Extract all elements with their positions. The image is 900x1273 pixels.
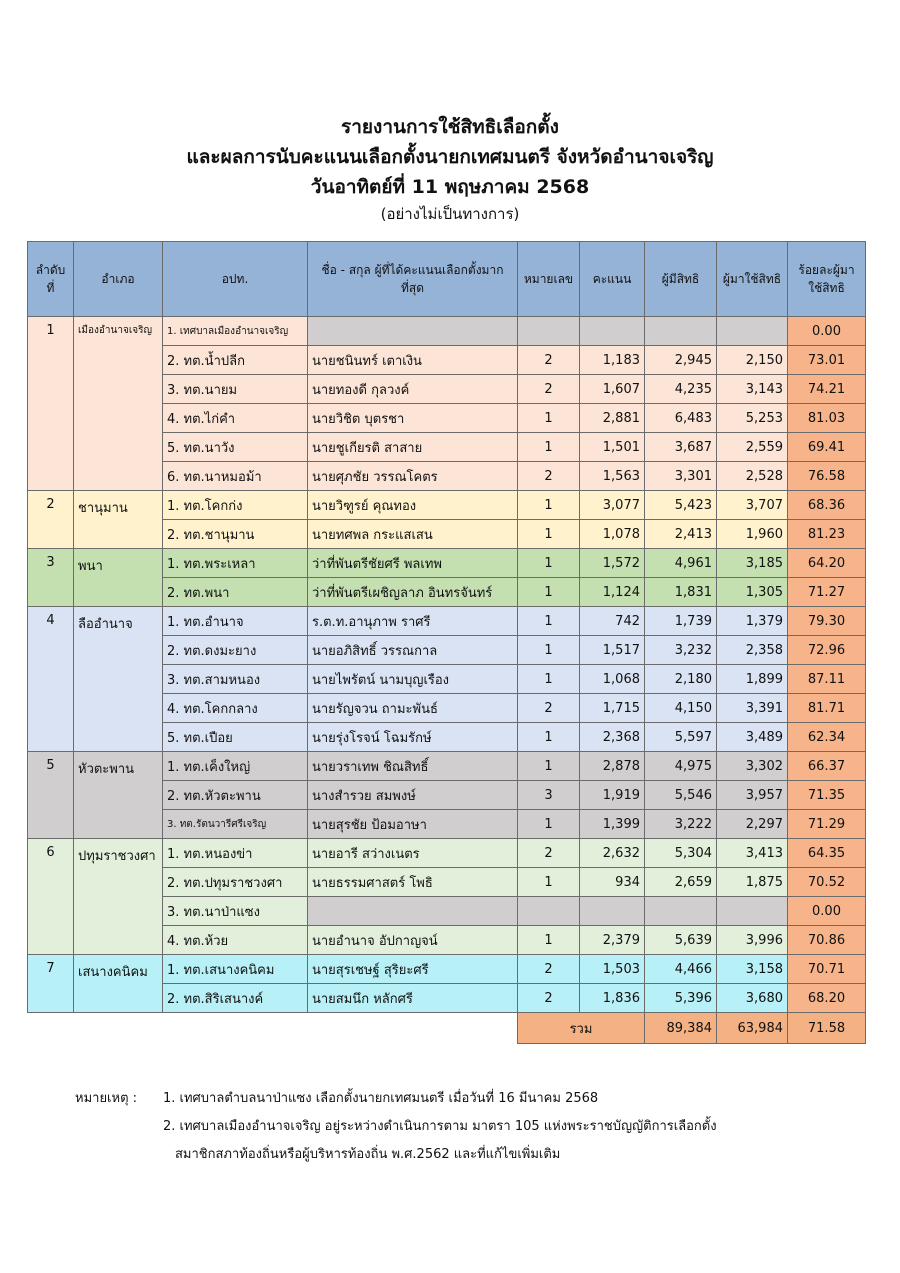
report-status: (อย่างไม่เป็นทางการ) <box>380 205 520 223</box>
cell-name: ว่าที่พันตรีชัยศรี พลเทพ <box>308 549 518 578</box>
cell-number <box>518 317 580 346</box>
cell-name: ว่าที่พันตรีเผชิญลาภ อินทรจันทร์ <box>308 578 518 607</box>
cell-org: 6. ทต.นาหมอม้า <box>163 462 308 491</box>
table-row <box>28 491 866 520</box>
cell-org: 2. ทต.สิริเสนางค์ <box>163 984 308 1013</box>
cell-number: 1 <box>518 636 580 665</box>
cell-votes: 2,632 <box>580 839 645 868</box>
table-row <box>28 607 866 636</box>
cell-voters: 2,297 <box>717 810 788 839</box>
cell-org: 1. เทศบาลเมืองอำนาจเจริญ <box>163 317 308 346</box>
cell-eligible: 5,304 <box>645 839 717 868</box>
cell-percent: 0.00 <box>788 897 866 926</box>
cell-org: 2. ทต.ชานุมาน <box>163 520 308 549</box>
cell-voters: 2,150 <box>717 346 788 375</box>
cell-eligible: 3,222 <box>645 810 717 839</box>
results-table <box>27 241 866 1044</box>
cell-name: นายสุรเชษฐ์ สุริยะศรี <box>308 955 518 984</box>
cell-voters: 2,358 <box>717 636 788 665</box>
cell-voters <box>717 897 788 926</box>
total-voters: 63,984 <box>717 1013 788 1044</box>
report-title: รายงานการใช้สิทธิเลือกตั้ง <box>341 116 559 138</box>
cell-district: เมืองอำนาจเจริญ <box>74 317 163 491</box>
cell-voters: 2,528 <box>717 462 788 491</box>
total-spacer <box>308 1013 518 1044</box>
cell-percent: 69.41 <box>788 433 866 462</box>
cell-percent: 68.20 <box>788 984 866 1013</box>
cell-number: 2 <box>518 462 580 491</box>
cell-votes <box>580 897 645 926</box>
cell-group-no: 1 <box>28 317 74 491</box>
table-row <box>28 317 866 346</box>
cell-org: 5. ทต.เปือย <box>163 723 308 752</box>
cell-votes: 1,836 <box>580 984 645 1013</box>
cell-number: 2 <box>518 346 580 375</box>
cell-name: นายทองดี กุลวงค์ <box>308 375 518 404</box>
cell-name: นางสำรวย สมพงษ์ <box>308 781 518 810</box>
cell-eligible: 3,301 <box>645 462 717 491</box>
cell-eligible: 2,180 <box>645 665 717 694</box>
cell-group-no: 4 <box>28 607 74 752</box>
header-percent: ร้อยละผู้มาใช้สิทธิ <box>788 242 866 317</box>
cell-name: นายอำนาจ อัปกาญจน์ <box>308 926 518 955</box>
cell-number: 1 <box>518 665 580 694</box>
cell-voters: 3,996 <box>717 926 788 955</box>
cell-org: 1. ทต.เสนางคนิคม <box>163 955 308 984</box>
cell-org: 1. ทต.โคกก่ง <box>163 491 308 520</box>
cell-percent: 66.37 <box>788 752 866 781</box>
cell-name: นายรัญจวน ถามะพันธ์ <box>308 694 518 723</box>
cell-district: ลืออำนาจ <box>74 607 163 752</box>
total-percent: 71.58 <box>788 1013 866 1044</box>
report-titles <box>0 112 900 226</box>
cell-number: 1 <box>518 404 580 433</box>
header-number: หมายเลข <box>518 242 580 317</box>
cell-number: 1 <box>518 433 580 462</box>
cell-voters: 1,875 <box>717 868 788 897</box>
cell-name: นายอารี สว่างเนตร <box>308 839 518 868</box>
cell-name <box>308 317 518 346</box>
cell-number: 1 <box>518 723 580 752</box>
cell-percent: 72.96 <box>788 636 866 665</box>
cell-percent: 70.71 <box>788 955 866 984</box>
notes-label: หมายเหตุ : <box>75 1091 138 1106</box>
cell-number: 1 <box>518 607 580 636</box>
cell-org: 1. ทต.พระเหลา <box>163 549 308 578</box>
cell-voters: 3,143 <box>717 375 788 404</box>
cell-group-no: 7 <box>28 955 74 1013</box>
cell-votes: 1,501 <box>580 433 645 462</box>
cell-number: 1 <box>518 491 580 520</box>
note-2: 2. เทศบาลเมืองอำนาจเจริญ อยู่ระหว่างดำเนินการตาม มาตรา 105 แห่งพระราชบัญญัติการเลือกตั้ง <box>163 1119 717 1134</box>
note-2-continued: สมาชิกสภาท้องถิ่นหรือผู้บริหารท้องถิ่น พ.ศ.2562 และที่แก้ไขเพิ่มเติม <box>175 1147 561 1162</box>
cell-org: 4. ทต.ห้วย <box>163 926 308 955</box>
cell-name: นายชนินทร์ เตาเงิน <box>308 346 518 375</box>
cell-eligible <box>645 317 717 346</box>
total-spacer <box>74 1013 163 1044</box>
total-eligible: 89,384 <box>645 1013 717 1044</box>
cell-percent: 71.29 <box>788 810 866 839</box>
cell-number: 1 <box>518 578 580 607</box>
cell-eligible: 2,945 <box>645 346 717 375</box>
cell-name: นายสมนึก หลักศรี <box>308 984 518 1013</box>
cell-group-no: 6 <box>28 839 74 955</box>
cell-eligible: 1,831 <box>645 578 717 607</box>
header-no: ลำดับที่ <box>28 242 74 317</box>
cell-eligible: 5,546 <box>645 781 717 810</box>
cell-percent: 62.34 <box>788 723 866 752</box>
cell-org: 1. ทต.หนองข่า <box>163 839 308 868</box>
cell-eligible: 5,639 <box>645 926 717 955</box>
note-1: 1. เทศบาลตำบลนาป่าแซง เลือกตั้งนายกเทศมนตรี เมื่อวันที่ 16 มีนาคม 2568 <box>163 1091 599 1106</box>
cell-org: 4. ทต.ไก่คำ <box>163 404 308 433</box>
cell-eligible: 4,150 <box>645 694 717 723</box>
cell-votes: 1,183 <box>580 346 645 375</box>
header-votes: คะแนน <box>580 242 645 317</box>
cell-votes: 934 <box>580 868 645 897</box>
cell-name: นายวราเทพ ชิณสิทธิ์ <box>308 752 518 781</box>
cell-org: 3. ทต.สามหนอง <box>163 665 308 694</box>
cell-voters: 2,559 <box>717 433 788 462</box>
total-label: รวม <box>518 1013 645 1044</box>
cell-eligible: 6,483 <box>645 404 717 433</box>
cell-name: นายรุ่งโรจน์ โฉมรักษ์ <box>308 723 518 752</box>
cell-votes: 1,919 <box>580 781 645 810</box>
cell-eligible: 4,235 <box>645 375 717 404</box>
cell-district: ชานุมาน <box>74 491 163 549</box>
cell-voters: 3,391 <box>717 694 788 723</box>
cell-org: 3. ทต.นาป่าแซง <box>163 897 308 926</box>
cell-number: 1 <box>518 926 580 955</box>
cell-votes: 2,881 <box>580 404 645 433</box>
cell-org: 4. ทต.โคกกลาง <box>163 694 308 723</box>
cell-number: 2 <box>518 839 580 868</box>
cell-votes: 1,068 <box>580 665 645 694</box>
cell-eligible <box>645 897 717 926</box>
cell-group-no: 5 <box>28 752 74 839</box>
table-header-row <box>28 242 866 317</box>
cell-org: 2. ทต.พนา <box>163 578 308 607</box>
cell-percent: 79.30 <box>788 607 866 636</box>
cell-votes: 1,563 <box>580 462 645 491</box>
cell-voters <box>717 317 788 346</box>
cell-eligible: 1,739 <box>645 607 717 636</box>
cell-percent: 81.03 <box>788 404 866 433</box>
report-date: วันอาทิตย์ที่ 11 พฤษภาคม 2568 <box>310 176 590 198</box>
cell-percent: 70.86 <box>788 926 866 955</box>
table-row <box>28 752 866 781</box>
cell-eligible: 3,687 <box>645 433 717 462</box>
cell-percent: 0.00 <box>788 317 866 346</box>
cell-eligible: 5,396 <box>645 984 717 1013</box>
cell-votes: 1,124 <box>580 578 645 607</box>
cell-name: นายธรรมศาสตร์ โพธิ <box>308 868 518 897</box>
cell-votes: 742 <box>580 607 645 636</box>
cell-votes: 1,503 <box>580 955 645 984</box>
cell-percent: 71.35 <box>788 781 866 810</box>
cell-voters: 3,680 <box>717 984 788 1013</box>
header-district: อำเภอ <box>74 242 163 317</box>
header-voters: ผู้มาใช้สิทธิ <box>717 242 788 317</box>
cell-name: นายสุรชัย ป้อมอาษา <box>308 810 518 839</box>
cell-percent: 81.71 <box>788 694 866 723</box>
cell-org: 3. ทต.นายม <box>163 375 308 404</box>
cell-district: ปทุมราชวงศา <box>74 839 163 955</box>
report-subtitle: และผลการนับคะแนนเลือกตั้งนายกเทศมนตรี จังหวัดอำนาจเจริญ <box>186 146 714 168</box>
cell-voters: 1,960 <box>717 520 788 549</box>
cell-number: 1 <box>518 810 580 839</box>
cell-votes: 1,715 <box>580 694 645 723</box>
cell-name: นายไพรัตน์ นามบุญเรือง <box>308 665 518 694</box>
cell-district: หัวตะพาน <box>74 752 163 839</box>
cell-voters: 1,899 <box>717 665 788 694</box>
header-org: อปท. <box>163 242 308 317</box>
cell-voters: 3,158 <box>717 955 788 984</box>
cell-group-no: 2 <box>28 491 74 549</box>
cell-votes <box>580 317 645 346</box>
cell-voters: 5,253 <box>717 404 788 433</box>
cell-voters: 3,302 <box>717 752 788 781</box>
cell-number: 1 <box>518 520 580 549</box>
cell-voters: 3,185 <box>717 549 788 578</box>
cell-votes: 3,077 <box>580 491 645 520</box>
cell-name <box>308 897 518 926</box>
cell-percent: 71.27 <box>788 578 866 607</box>
cell-org: 2. ทต.ดงมะยาง <box>163 636 308 665</box>
cell-org: 3. ทต.รัตนวารีศรีเจริญ <box>163 810 308 839</box>
notes-section <box>75 1085 717 1169</box>
cell-name: นายทศพล กระแสเสน <box>308 520 518 549</box>
cell-eligible: 5,423 <box>645 491 717 520</box>
cell-name: นายวิฑูรย์ คุณทอง <box>308 491 518 520</box>
cell-votes: 1,572 <box>580 549 645 578</box>
cell-name: นายชูเกียรติ สาสาย <box>308 433 518 462</box>
header-eligible: ผู้มีสิทธิ <box>645 242 717 317</box>
cell-number: 1 <box>518 752 580 781</box>
cell-org: 1. ทต.เค็งใหญ่ <box>163 752 308 781</box>
cell-votes: 1,399 <box>580 810 645 839</box>
total-spacer <box>28 1013 74 1044</box>
cell-name: ร.ต.ท.อานุภาพ ราศรี <box>308 607 518 636</box>
cell-percent: 64.35 <box>788 839 866 868</box>
cell-number: 1 <box>518 868 580 897</box>
cell-eligible: 4,975 <box>645 752 717 781</box>
cell-org: 2. ทต.น้ำปลีก <box>163 346 308 375</box>
cell-percent: 87.11 <box>788 665 866 694</box>
cell-percent: 70.52 <box>788 868 866 897</box>
cell-voters: 1,379 <box>717 607 788 636</box>
cell-votes: 2,368 <box>580 723 645 752</box>
cell-number: 1 <box>518 549 580 578</box>
cell-district: พนา <box>74 549 163 607</box>
cell-voters: 3,957 <box>717 781 788 810</box>
cell-votes: 1,078 <box>580 520 645 549</box>
cell-district: เสนางคนิคม <box>74 955 163 1013</box>
cell-votes: 2,379 <box>580 926 645 955</box>
cell-org: 1. ทต.อำนาจ <box>163 607 308 636</box>
cell-number: 2 <box>518 694 580 723</box>
cell-name: นายศุภชัย วรรณโคตร <box>308 462 518 491</box>
cell-percent: 74.21 <box>788 375 866 404</box>
cell-voters: 3,413 <box>717 839 788 868</box>
cell-voters: 3,489 <box>717 723 788 752</box>
cell-number <box>518 897 580 926</box>
cell-percent: 64.20 <box>788 549 866 578</box>
cell-percent: 73.01 <box>788 346 866 375</box>
cell-votes: 1,517 <box>580 636 645 665</box>
cell-votes: 1,607 <box>580 375 645 404</box>
table-row <box>28 839 866 868</box>
cell-eligible: 4,466 <box>645 955 717 984</box>
cell-name: นายวิชิต บุตรชา <box>308 404 518 433</box>
cell-number: 2 <box>518 984 580 1013</box>
cell-percent: 68.36 <box>788 491 866 520</box>
table-row <box>28 549 866 578</box>
cell-org: 2. ทต.ปทุมราชวงศา <box>163 868 308 897</box>
cell-number: 2 <box>518 955 580 984</box>
cell-eligible: 4,961 <box>645 549 717 578</box>
cell-org: 2. ทต.หัวตะพาน <box>163 781 308 810</box>
cell-percent: 81.23 <box>788 520 866 549</box>
cell-org: 5. ทต.นาวัง <box>163 433 308 462</box>
cell-percent: 76.58 <box>788 462 866 491</box>
cell-eligible: 3,232 <box>645 636 717 665</box>
cell-number: 3 <box>518 781 580 810</box>
cell-voters: 3,707 <box>717 491 788 520</box>
total-spacer <box>163 1013 308 1044</box>
header-name: ชื่อ - สกุล ผู้ที่ได้คะแนนเลือกตั้งมากที่สุด <box>308 242 518 317</box>
cell-eligible: 2,413 <box>645 520 717 549</box>
cell-voters: 1,305 <box>717 578 788 607</box>
table-row <box>28 955 866 984</box>
cell-eligible: 5,597 <box>645 723 717 752</box>
total-row <box>28 1013 866 1044</box>
cell-number: 2 <box>518 375 580 404</box>
cell-eligible: 2,659 <box>645 868 717 897</box>
cell-group-no: 3 <box>28 549 74 607</box>
cell-votes: 2,878 <box>580 752 645 781</box>
cell-name: นายอภิสิทธิ์ วรรณกาล <box>308 636 518 665</box>
